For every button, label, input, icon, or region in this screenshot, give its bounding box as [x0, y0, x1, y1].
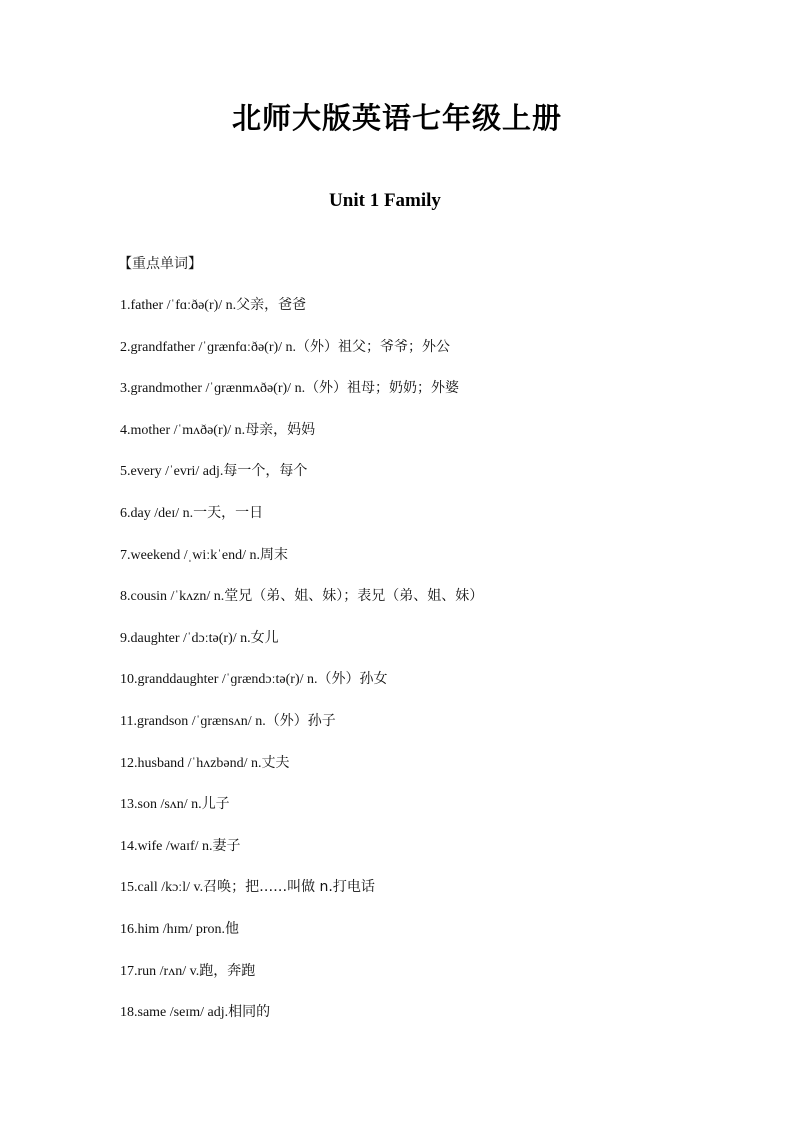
vocabulary-item	[120, 376, 740, 418]
word-english: 12.husband /ˈhʌzbənd/ n.	[120, 755, 262, 771]
word-english: 7.weekend /ˌwiːkˈend/ n.	[120, 547, 260, 563]
word-chinese: 跑，奔跑	[199, 962, 256, 979]
vocabulary-item	[120, 959, 740, 1001]
section-label: 【重点单词】	[118, 256, 202, 272]
vocabulary-item	[120, 335, 740, 377]
word-chinese: 妻子	[212, 837, 241, 854]
word-english: 9.daughter /ˈdɔːtə(r)/ n.	[120, 630, 251, 646]
word-english: 5.every /ˈevri/ adj.	[120, 464, 224, 480]
vocabulary-item	[120, 667, 740, 709]
vocabulary-item	[120, 875, 740, 917]
vocabulary-item	[120, 1000, 740, 1042]
vocabulary-item	[120, 543, 740, 585]
vocabulary-item	[120, 834, 740, 876]
word-chinese: 召唤；把……叫做 n.打电话	[203, 879, 375, 896]
vocabulary-item	[120, 418, 740, 460]
word-english: 3.grandmother /ˈɡrænmʌðə(r)/ n.	[120, 381, 306, 397]
vocabulary-item	[120, 792, 740, 834]
vocabulary-item	[120, 751, 740, 793]
vocabulary-item	[120, 293, 740, 335]
word-chinese: 一天，一日	[193, 504, 264, 521]
word-chinese: （外）孙子	[265, 712, 336, 729]
word-chinese: 他	[225, 920, 239, 937]
word-chinese: 堂兄（弟、姐、妹）；表兄（弟、姐、妹）	[224, 588, 484, 605]
vocabulary-item	[120, 459, 740, 501]
vocabulary-item	[120, 584, 740, 626]
page-title: 北师大版英语七年级上册	[231, 101, 562, 135]
word-chinese: 相同的	[228, 1004, 271, 1021]
word-chinese: 女儿	[250, 629, 279, 646]
word-english: 2.grandfather /ˈɡrænfɑːðə(r)/ n.	[120, 339, 297, 355]
word-chinese: 丈夫	[261, 754, 290, 771]
word-english: 14.wife /waɪf/ n.	[120, 838, 213, 854]
unit-title: Unit 1 Family	[329, 190, 441, 211]
word-english: 1.father /ˈfɑːðə(r)/ n.	[120, 298, 237, 313]
word-chinese: （外）孙女	[317, 671, 388, 688]
word-chinese: 周末	[259, 546, 288, 563]
vocabulary-item	[120, 709, 740, 751]
word-english: 17.run /rʌn/ v.	[120, 963, 200, 979]
vocabulary-item	[120, 501, 740, 543]
vocabulary-list	[120, 293, 740, 1042]
word-english: 8.cousin /ˈkʌzn/ n.	[120, 589, 225, 605]
word-english: 15.call /kɔːl/ v.	[120, 880, 204, 896]
word-english: 6.day /deɪ/ n.	[120, 505, 194, 521]
word-chinese: 母亲，妈妈	[245, 421, 316, 438]
word-english: 4.mother /ˈmʌðə(r)/ n.	[120, 422, 246, 438]
word-chinese: （外）祖母；奶奶；外婆	[305, 380, 460, 397]
word-english: 18.same /seɪm/ adj.	[120, 1005, 229, 1021]
word-chinese: 儿子	[201, 796, 230, 813]
word-chinese: 每一个，每个	[223, 463, 308, 480]
vocabulary-item	[120, 626, 740, 668]
word-english: 11.grandson /ˈɡrænsʌn/ n.	[120, 713, 266, 729]
word-english: 10.granddaughter /ˈɡrændɔːtə(r)/ n.	[120, 672, 318, 688]
word-english: 13.son /sʌn/ n.	[120, 797, 202, 813]
vocabulary-item	[120, 917, 740, 959]
word-chinese: 父亲，爸爸	[236, 297, 307, 313]
word-english: 16.him /hɪm/ pron.	[120, 921, 225, 937]
word-chinese: （外）祖父；爷爷；外公	[296, 338, 451, 355]
